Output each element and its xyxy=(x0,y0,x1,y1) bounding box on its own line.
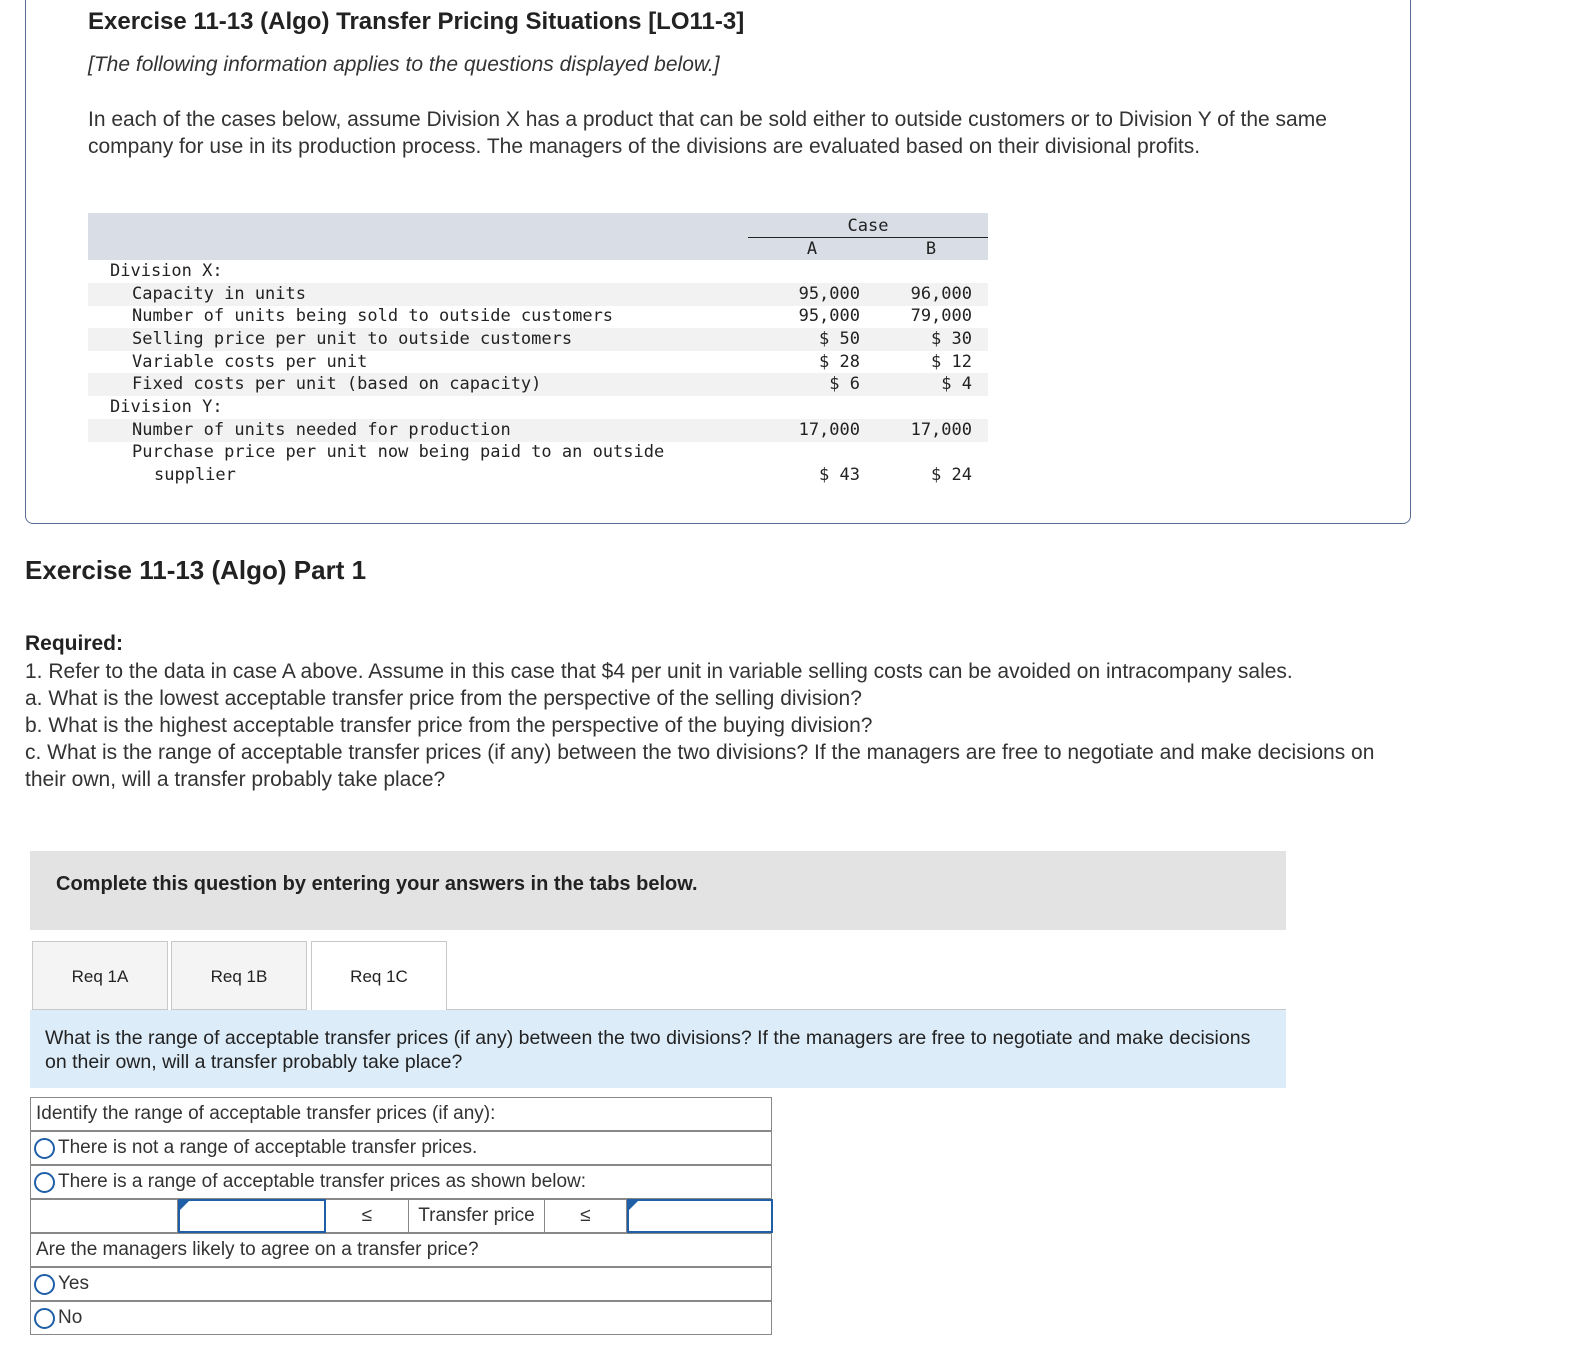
case-a-value: $ 6 xyxy=(829,374,860,394)
lower-bound-input[interactable] xyxy=(180,1202,324,1232)
case-b-value: $ 24 xyxy=(931,465,972,485)
case-b-value: 79,000 xyxy=(910,306,972,326)
case-a-value: $ 43 xyxy=(819,465,860,485)
le-symbol-1: ≤ xyxy=(326,1200,409,1232)
radio-button-icon[interactable] xyxy=(34,1138,55,1159)
required-line-1: 1. Refer to the data in case A above. Assume in this case that $4 per unit in variable selling costs can be avoided on intracompany sales. xyxy=(25,660,1293,683)
option-no-label[interactable]: No xyxy=(58,1307,83,1328)
table-row xyxy=(88,419,988,442)
required-label: Required: xyxy=(25,632,124,655)
row-label: Capacity in units xyxy=(132,284,306,304)
option-yes-row[interactable] xyxy=(30,1267,772,1301)
complete-prompt-box xyxy=(30,851,1286,930)
case-a-value: $ 50 xyxy=(819,329,860,349)
option-no-range-label[interactable]: There is not a range of acceptable transfer prices. xyxy=(58,1137,478,1158)
table-row xyxy=(88,441,988,464)
table-row xyxy=(88,260,988,283)
case-a-value: 95,000 xyxy=(798,284,860,304)
agree-prompt: Are the managers likely to agree on a transfer price? xyxy=(36,1239,479,1260)
row-label: Selling price per unit to outside customers xyxy=(132,329,573,349)
case-b-value: $ 4 xyxy=(941,374,972,394)
tab-req-1a[interactable]: Req 1A xyxy=(32,941,168,1010)
exercise-intro: In each of the cases below, assume Division X has a product that can be sold either to outside customers or to Division Y of the same company for use in its production process. The managers of the divisions are evaluated based on their divisional profits. xyxy=(88,108,1327,158)
row-label: supplier xyxy=(154,465,236,485)
case-a-value: 17,000 xyxy=(798,420,860,440)
radio-button-icon[interactable] xyxy=(34,1274,55,1295)
option-range-row[interactable] xyxy=(30,1165,772,1199)
range-input-row xyxy=(30,1199,772,1233)
row-label: Fixed costs per unit (based on capacity) xyxy=(132,374,542,394)
transfer-price-label: Transfer price xyxy=(409,1200,545,1232)
table-row xyxy=(88,283,988,306)
tab-req-1b[interactable]: Req 1B xyxy=(171,941,307,1010)
range-prompt-row xyxy=(30,1097,772,1131)
case-a-value: $ 28 xyxy=(819,352,860,372)
row-label: Division Y: xyxy=(110,397,223,417)
blank-cell xyxy=(31,1200,178,1232)
required-line-b: b. What is the highest acceptable transfer price from the perspective of the buying division? xyxy=(25,714,873,737)
col-a-header: A xyxy=(806,239,818,259)
case-a-value: 95,000 xyxy=(798,306,860,326)
exercise-subtitle: [The following information applies to the questions displayed below.] xyxy=(88,53,720,76)
part-title: Exercise 11-13 (Algo) Part 1 xyxy=(25,555,367,585)
table-row xyxy=(88,373,988,396)
input-flag-icon xyxy=(629,1201,638,1210)
table-row xyxy=(88,464,988,487)
table-row xyxy=(88,305,988,328)
row-label: Number of units being sold to outside customers xyxy=(132,306,614,326)
col-b-header: B xyxy=(925,239,937,259)
question-text: What is the range of acceptable transfer prices (if any) between the two divisions? If the managers are free to negotiate and make decisions on their own, will a transfer probably take place? xyxy=(45,1027,1251,1073)
option-no-row[interactable] xyxy=(30,1301,772,1335)
option-no-range-row[interactable] xyxy=(30,1131,772,1165)
table-row xyxy=(88,328,988,351)
option-range-label[interactable]: There is a range of acceptable transfer prices as shown below: xyxy=(58,1171,587,1192)
le-symbol-2: ≤ xyxy=(545,1200,627,1232)
case-header: Case xyxy=(748,215,988,238)
required-line-c: c. What is the range of acceptable transfer prices (if any) between the two divisions? If the managers are free to negotiate and make decisions on their own, will a transfer probably take place? xyxy=(25,741,1375,791)
complete-prompt: Complete this question by entering your answers in the tabs below. xyxy=(56,873,698,895)
table-row xyxy=(88,396,988,419)
case-b-value: 17,000 xyxy=(910,420,972,440)
tab-req-1c[interactable]: Req 1C xyxy=(311,941,447,1011)
radio-button-icon[interactable] xyxy=(34,1172,55,1193)
row-label: Purchase price per unit now being paid to an outside xyxy=(132,442,665,462)
lower-bound-input-cell[interactable] xyxy=(178,1199,326,1233)
question-box xyxy=(30,1010,1286,1088)
required-line-a: a. What is the lowest acceptable transfer price from the perspective of the selling division? xyxy=(25,687,862,710)
range-prompt: Identify the range of acceptable transfer prices (if any): xyxy=(36,1103,496,1124)
row-label: Division X: xyxy=(110,261,223,281)
radio-button-icon[interactable] xyxy=(34,1308,55,1329)
row-label: Number of units needed for production xyxy=(132,420,511,440)
input-flag-icon xyxy=(180,1201,189,1210)
upper-bound-input[interactable] xyxy=(629,1202,771,1232)
case-b-value: $ 12 xyxy=(931,352,972,372)
upper-bound-input-cell[interactable] xyxy=(627,1199,773,1233)
table-header xyxy=(88,213,988,260)
case-b-value: 96,000 xyxy=(910,284,972,304)
exercise-title: Exercise 11-13 (Algo) Transfer Pricing Situations [LO11-3] xyxy=(88,8,745,35)
option-yes-label[interactable]: Yes xyxy=(58,1273,89,1294)
required-text xyxy=(25,658,1415,793)
table-row xyxy=(88,351,988,374)
row-label: Variable costs per unit xyxy=(132,352,368,372)
case-b-value: $ 30 xyxy=(931,329,972,349)
agree-prompt-row xyxy=(30,1233,772,1267)
